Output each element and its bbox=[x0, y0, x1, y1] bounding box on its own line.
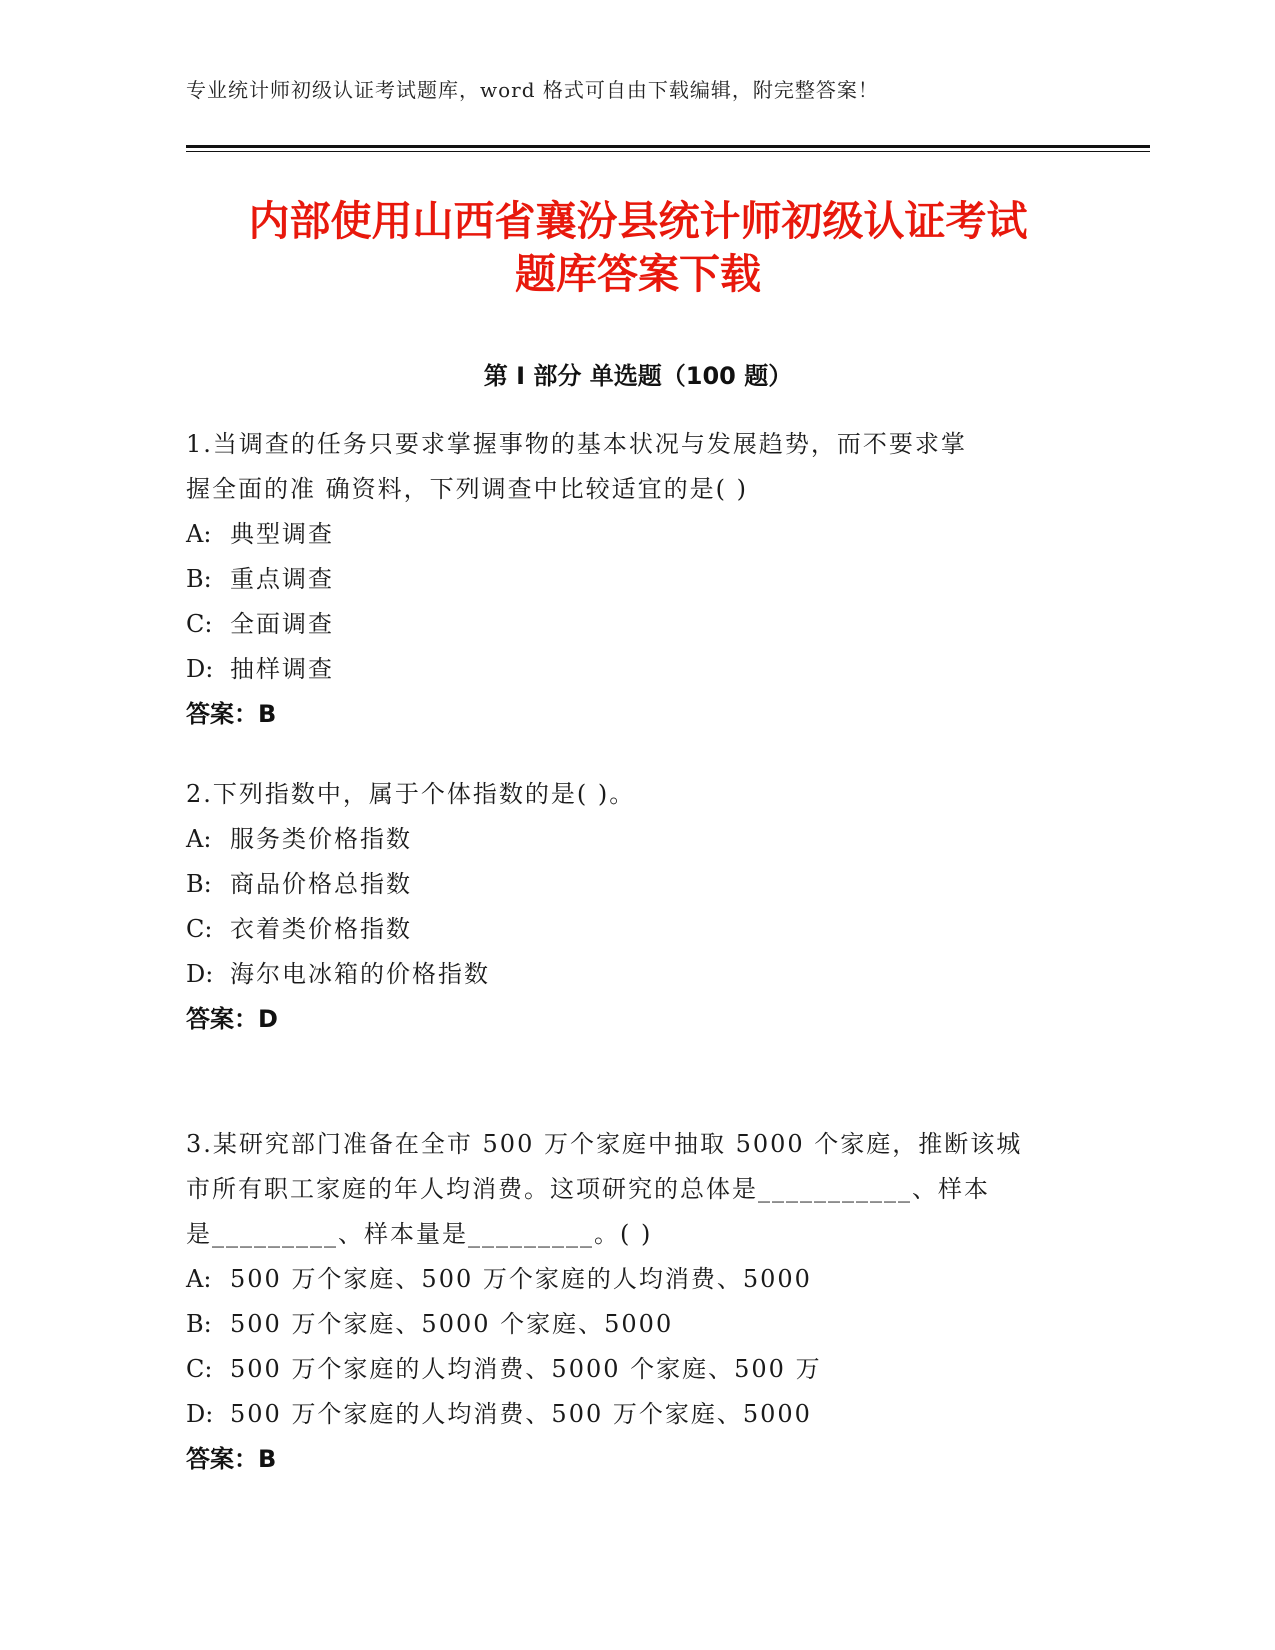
option-letter: A: bbox=[186, 520, 212, 548]
option-text: 抽样调查 bbox=[230, 655, 334, 683]
option-text: 服务类价格指数 bbox=[230, 825, 412, 853]
option-text: 重点调查 bbox=[230, 565, 334, 593]
option-a bbox=[186, 512, 1066, 557]
question-stem-line: 1.当调查的任务只要求掌握事物的基本状况与发展趋势，而不要求掌 bbox=[186, 430, 967, 458]
option-letter: D: bbox=[186, 960, 214, 988]
question-3 bbox=[186, 1122, 1066, 1482]
option-c bbox=[186, 602, 1066, 647]
option-a bbox=[186, 1257, 1066, 1302]
option-text: 500 万个家庭、500 万个家庭的人均消费、5000 bbox=[230, 1265, 812, 1293]
section-heading: 第 I 部分 单选题（100 题） bbox=[483, 362, 793, 390]
option-b bbox=[186, 1302, 1066, 1347]
header-text: 专业统计师初级认证考试题库，word 格式可自由下载编辑，附完整答案！ bbox=[186, 78, 879, 102]
option-letter: A: bbox=[186, 1265, 212, 1293]
option-c bbox=[186, 907, 1066, 952]
option-letter: B: bbox=[186, 1310, 212, 1338]
question-stem-line: 握全面的准 确资料，下列调查中比较适宜的是( ) bbox=[186, 475, 748, 503]
question-stem-line: 是_________、样本量是_________。( ) bbox=[186, 1220, 653, 1248]
option-text: 衣着类价格指数 bbox=[230, 915, 412, 943]
option-letter: C: bbox=[186, 915, 213, 943]
option-letter: B: bbox=[186, 565, 212, 593]
question-stem-line: 市所有职工家庭的年人均消费。这项研究的总体是___________、样本 bbox=[186, 1175, 990, 1203]
option-letter: A: bbox=[186, 825, 212, 853]
option-text: 500 万个家庭的人均消费、5000 个家庭、500 万 bbox=[230, 1355, 822, 1383]
document-title-line-2: 题库答案下载 bbox=[515, 250, 761, 298]
option-letter: D: bbox=[186, 1400, 214, 1428]
option-letter: C: bbox=[186, 1355, 213, 1383]
document-title-line-1: 内部使用山西省襄汾县统计师初级认证考试 bbox=[248, 197, 1028, 245]
document-title bbox=[186, 195, 1090, 301]
option-text: 典型调查 bbox=[230, 520, 334, 548]
option-text: 商品价格总指数 bbox=[230, 870, 412, 898]
option-b bbox=[186, 862, 1066, 907]
option-text: 海尔电冰箱的价格指数 bbox=[230, 960, 490, 988]
option-text: 500 万个家庭、5000 个家庭、5000 bbox=[230, 1310, 674, 1338]
question-stem bbox=[186, 1122, 1066, 1257]
option-text: 全面调查 bbox=[230, 610, 334, 638]
answer-line: 答案：B bbox=[186, 1445, 277, 1473]
option-d bbox=[186, 1392, 1066, 1437]
option-letter: D: bbox=[186, 655, 214, 683]
option-a bbox=[186, 817, 1066, 862]
question-stem-line: 2.下列指数中，属于个体指数的是( )。 bbox=[186, 780, 636, 808]
option-d bbox=[186, 952, 1066, 997]
option-letter: B: bbox=[186, 870, 212, 898]
question-1 bbox=[186, 422, 1066, 737]
option-text: 500 万个家庭的人均消费、500 万个家庭、5000 bbox=[230, 1400, 812, 1428]
answer-line: 答案：B bbox=[186, 700, 277, 728]
answer-line: 答案：D bbox=[186, 1005, 278, 1033]
option-d bbox=[186, 647, 1066, 692]
question-2 bbox=[186, 772, 1066, 1042]
option-letter: C: bbox=[186, 610, 213, 638]
header-rule-thin bbox=[186, 151, 1150, 152]
option-b bbox=[186, 557, 1066, 602]
question-stem bbox=[186, 772, 1066, 817]
question-stem-line: 3.某研究部门准备在全市 500 万个家庭中抽取 5000 个家庭，推断该城 bbox=[186, 1130, 1023, 1158]
header-rule-thick bbox=[186, 145, 1150, 148]
option-c bbox=[186, 1347, 1066, 1392]
question-stem bbox=[186, 422, 1066, 512]
